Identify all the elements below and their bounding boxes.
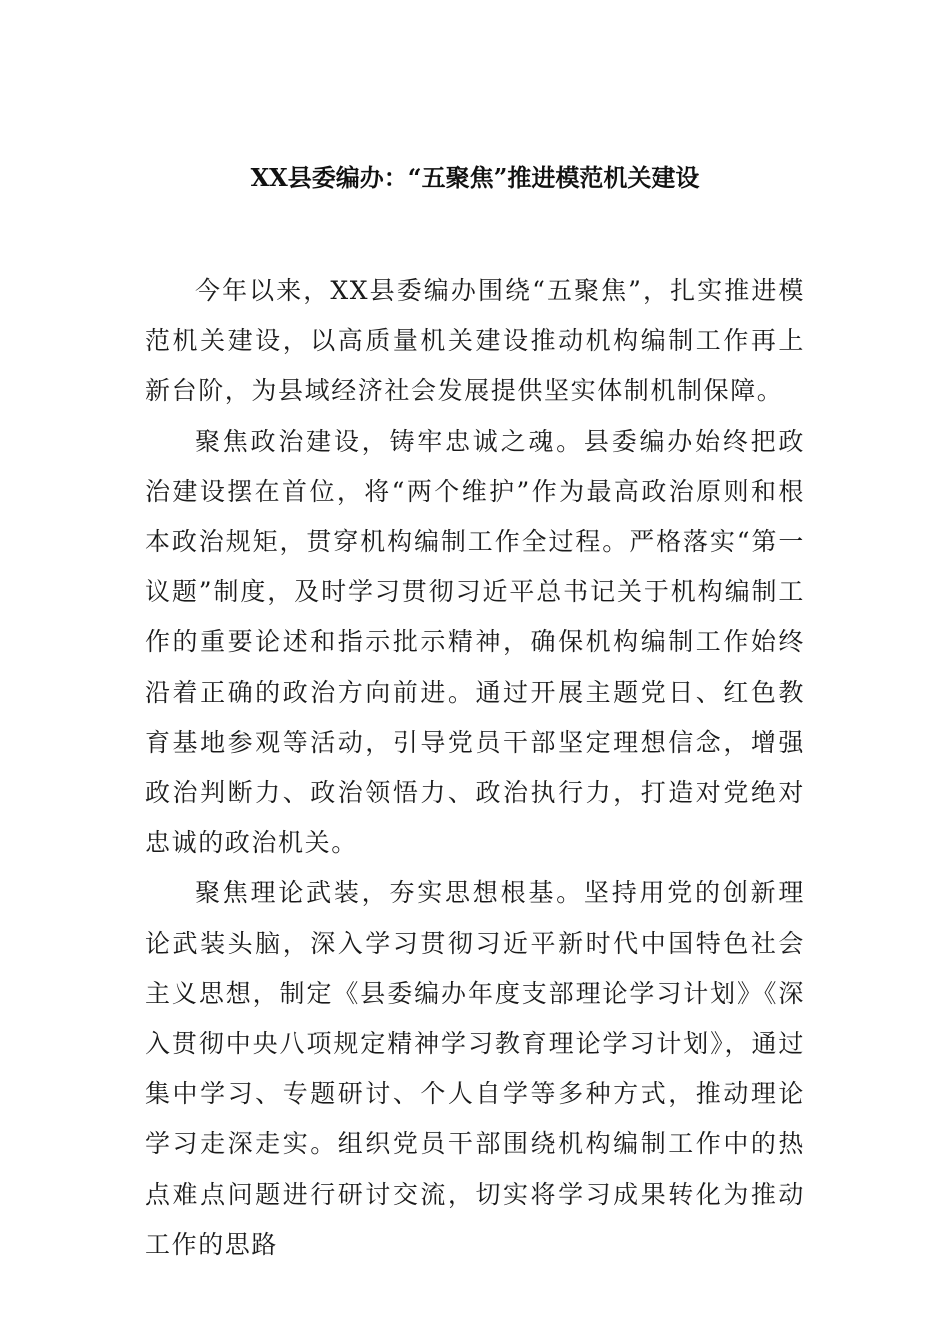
paragraph-political-construction: 聚焦政治建设，铸牢忠诚之魂。县委编办始终把政治建设摆在首位，将“两个维护”作为最高政治原则和根本政治规矩，贯穿机构编制工作全过程。严格落实“第一议题”制度，及时学习贯彻习近平总书记关于机构编制工作的重要论述和指示批示精神，确保机构编制工作始终沿着正确的政治方向前进。通过开展主题党日、红色教育基地参观等活动，引导党员干部坚定理想信念，增强政治判断力、政治领悟力、政治执行力，打造对党绝对忠诚的政治机关。	[145, 426, 805, 858]
document-body	[145, 266, 805, 1270]
document-title: XX县委编办：“五聚焦”推进模范机关建设	[250, 163, 700, 192]
paragraph-theory-study: 聚焦理论武装，夯实思想根基。坚持用党的创新理论武装头脑，深入学习贯彻习近平新时代中国特色社会主义思想，制定《县委编办年度支部理论学习计划》《深入贯彻中央八项规定精神学习教育理论学习计划》，通过集中学习、专题研讨、个人自学等多种方式，推动理论学习走深走实。组织党员干部围绕机构编制工作中的热点难点问题进行研讨交流，切实将学习成果转化为推动工作的思路	[145, 878, 805, 1259]
paragraph-intro: 今年以来，XX县委编办围绕“五聚焦”，扎实推进模范机关建设，以高质量机关建设推动机构编制工作再上新台阶，为县域经济社会发展提供坚实体制机制保障。	[145, 276, 805, 406]
